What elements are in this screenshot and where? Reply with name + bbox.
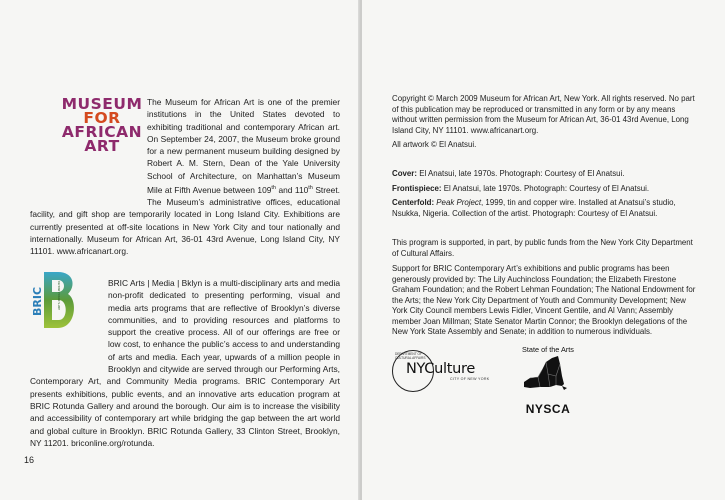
credit-frontispiece	[392, 184, 700, 195]
credit-centerfold-text: , 1999, tin and copper wire. Installed at Anatsui’s studio, Nsukka, Nigeria. Collection of the artist. Photograph: Courtesy of El Anatsui.	[392, 198, 676, 218]
artwork-credit: All artwork © El Anatsui.	[392, 140, 477, 149]
museum-text-3: Street. The Museum’s administrative offices, educational facility, and gift shop are temporarily located in Long Island City. Exhibitions are currently presented at off-site locations in New York City and tour nationally and internationally. Museum for African Art, 36-01 43rd Avenue, Long Island City, NY 11101. www.africanart.org.	[30, 184, 340, 257]
museum-text-1: The Museum for African Art is one of the premier institutions in the United States devoted to exhibiting traditional and contemporary African art. On September 24, 2007, the Museum broke ground for a new permanent museum building designed by Robert A. M. Stern, Dean of the Yale University School of Architecture, on Manhattan’s Museum Mile at Fifth Avenue between 109	[147, 97, 340, 195]
credit-cover	[392, 169, 700, 180]
credit-centerfold	[392, 198, 700, 219]
nysca-wordmark: NYSCA	[525, 402, 571, 416]
nyc-arc-text: DEPARTMENT OF CULTURAL AFFAIRS	[395, 352, 426, 360]
bric-sub: ARTS MEDIA BKLYN	[57, 281, 61, 310]
museum-sup-2: th	[308, 185, 313, 192]
nyc-culture-wordmark: NYCulture	[406, 361, 475, 377]
nyc-culture-subtitle: CITY OF NEW YORK	[450, 377, 490, 381]
museum-description	[30, 96, 340, 258]
credit-cover-label: Cover:	[392, 169, 417, 178]
museum-sup-1: th	[271, 185, 276, 192]
page-number: 16	[24, 455, 35, 465]
credit-cover-text: El Anatsui, late 1970s. Photograph: Courtesy of El Anatsui.	[417, 169, 625, 178]
logo-line-african: AFRICAN	[61, 123, 143, 141]
logo-line-for: FOR	[83, 109, 121, 127]
nysca-logo	[520, 345, 576, 421]
bric-description: BRIC Arts | Media | Bklyn is a multi-disciplinary arts and media non-profit dedicated to presenting performing, visual and media arts programs that are reflective of Brooklyn’s diverse communities, and to providing resources and platforms to support the creative process. All of our offerings are free or low cost, to enhance the public’s access to and understanding of arts and media. Each year, upwards of a million people in Brooklyn and citywide are served through our Performing Arts, Contemporary Art, and Community Media programs. BRIC Contemporary Art presents exhibitions, public events, and an innovative arts education program at BRIC Rotunda Gallery and around the borough. Our aim is to increase the visibility and accessibility of contemporary art while bridging the gap between the art world and global culture in Brooklyn. BRIC Rotunda Gallery, 33 Clinton Street, Brooklyn, NY 11201. briconline.org/rotunda.	[30, 278, 340, 448]
museum-text-2: and 110	[276, 184, 309, 195]
credit-centerfold-title: Peak Project	[436, 198, 482, 207]
credit-centerfold-label: Centerfold:	[392, 198, 435, 207]
support-donors: Support for BRIC Contemporary Art’s exhibitions and public programs has been generously provided by: The Lily Auchincloss Foundation; the Elizabeth Firestone Graham Foundation; and the Robert Lehman Foundation; The National Endowment for the Arts; the New York City Department of Youth and Community Development; New York City Council members Lewis Fidler, Vincent Gentile, and Al Vann; Assembly member Joan Millman; State Senator Martin Connor; the Brooklyn delegations of the New York State Assembly and Senate; in addition to numerous individuals.	[392, 264, 696, 336]
credit-frontispiece-label: Frontispiece:	[392, 184, 442, 193]
support-statement: This program is supported, in part, by public funds from the New York City Department of Cultural Affairs.	[392, 238, 693, 258]
copyright-notice: Copyright © March 2009 Museum for African Art, New York. All rights reserved. No part of this publication may be reproduced or transmitted in any form or by any means without written permission from the Museum for African Art, 36-01 43rd Avenue, Long Island City, NY 11101. www.africanart.org.	[392, 94, 695, 135]
logo-line-art: ART	[84, 137, 120, 155]
nyc-culture-logo	[392, 350, 496, 392]
bric-letters: BRIC	[31, 286, 44, 316]
nysca-tagline: State of the Arts	[522, 345, 574, 354]
left-page	[0, 0, 360, 500]
funder-logos	[392, 345, 632, 445]
new-york-state-map-icon	[520, 354, 568, 394]
right-page	[362, 0, 725, 500]
credit-frontispiece-text: El Anatsui, late 1970s. Photograph: Courtesy of El Anatsui.	[441, 184, 650, 193]
logo-line-museum: MUSEUM	[61, 95, 143, 113]
